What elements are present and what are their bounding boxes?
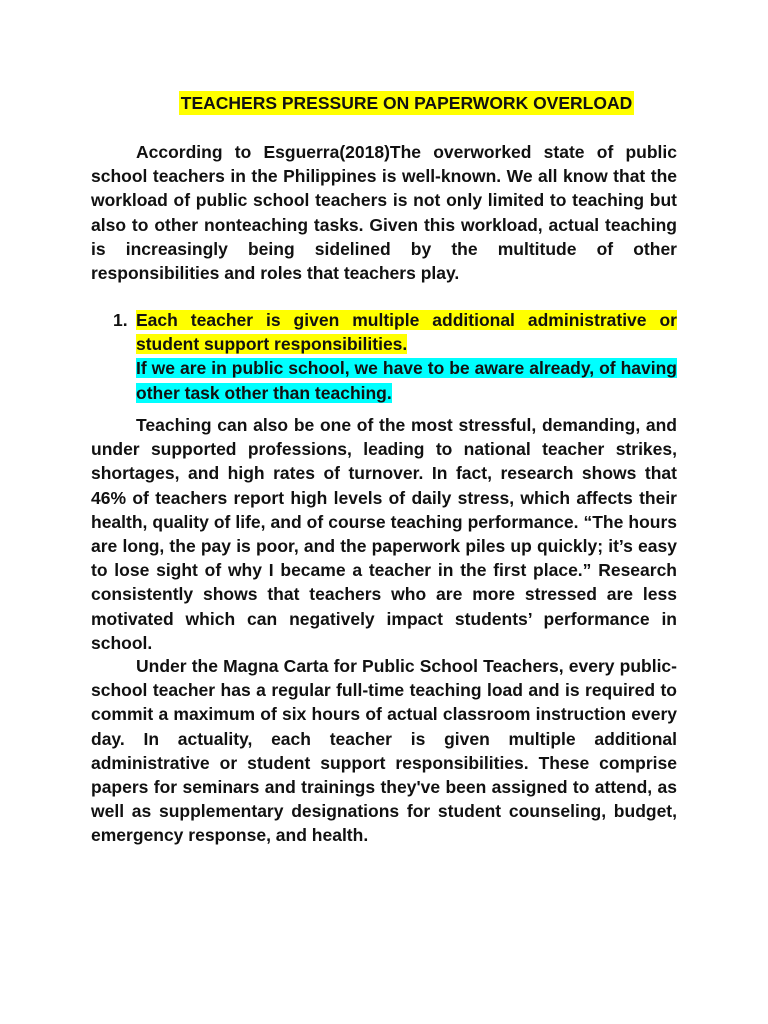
list-item-cyan-highlight: If we are in public school, we have to be aware already, of having other task other than teaching.	[136, 358, 677, 403]
paragraph-2-block	[91, 413, 677, 655]
document-title-row	[0, 91, 768, 115]
list-item-number: 1.	[113, 310, 128, 330]
document-title: TEACHERS PRESSURE ON PAPERWORK OVERLOAD	[179, 91, 635, 115]
numbered-list	[113, 308, 677, 405]
list-item	[136, 308, 677, 405]
paragraph-1: According to Esguerra(2018)The overworked state of public school teachers in the Philippines is well-known. We all know that the workload of public school teachers is not only limited to teaching but also to other nonteaching tasks. Given this workload, actual teaching is increasingly being sidelined by the multitude of other responsibilities and roles that teachers play.	[91, 142, 677, 284]
list-item-yellow-highlight: Each teacher is given multiple additional administrative or student support responsibilities.	[136, 310, 677, 355]
paragraph-3-block	[91, 654, 677, 848]
paragraph-2: Teaching can also be one of the most stressful, demanding, and under supported professions, leading to national teacher strikes, shortages, and high rates of turnover. In fact, research shows that 46% of teachers report high levels of daily stress, which affects their health, quality of life, and of course teaching performance. “The hours are long, the pay is poor, and the paperwork piles up quickly; it’s easy to lose sight of why I became a teacher in the first place.” Research consistently shows that teachers who are more stressed are less motivated which can negatively impact students’ performance in school.	[91, 415, 677, 653]
paragraph-3: Under the Magna Carta for Public School Teachers, every public-school teacher has a regular full-time teaching load and is required to commit a maximum of six hours of actual classroom instruction every day. In actuality, each teacher is given multiple additional administrative or student support responsibilities. These comprise papers for seminars and trainings they've been assigned to attend, as well as supplementary designations for student counseling, budget, emergency response, and health.	[91, 656, 677, 846]
paragraph-1-block	[91, 140, 677, 285]
